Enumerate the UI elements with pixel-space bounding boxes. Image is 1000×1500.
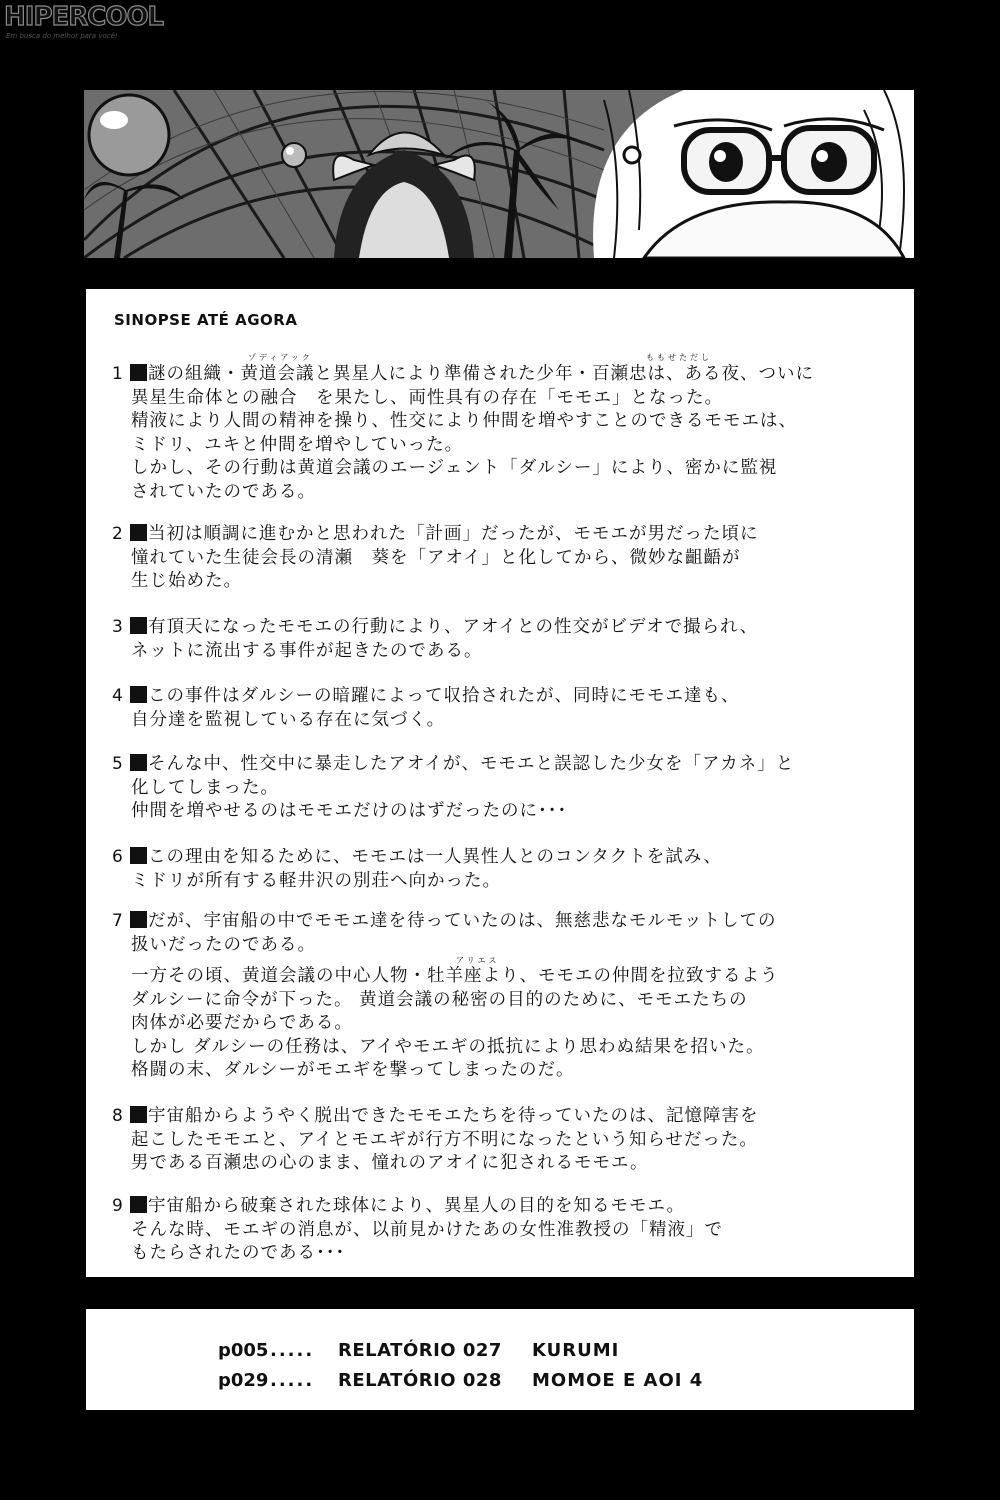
toc-leader-dots: ..... <box>270 1340 315 1361</box>
table-of-contents <box>86 1309 914 1410</box>
synopsis-title: SINOPSE ATÉ AGORA <box>114 311 298 329</box>
synopsis-line: されていたのである。 <box>131 481 316 502</box>
synopsis-line: しかし ダルシーの任務は、アイやモエギの抵抗により思わぬ結果を招いた。 <box>131 1036 765 1057</box>
synopsis-line: ネットに流出する事件が起きたのである。 <box>131 640 483 661</box>
synopsis-line: 自分達を監視している存在に気づく。 <box>131 709 446 730</box>
bullet-square-icon <box>130 686 147 703</box>
synopsis-line: 一方その頃、黄道会議の中心人物・牡羊座より、モモエの仲間を拉致するよう <box>131 966 779 986</box>
toc-leader-dots: ..... <box>270 1370 315 1391</box>
watermark-title <box>4 2 163 32</box>
watermark-title-prefix: HI <box>4 2 34 32</box>
synopsis-line: ミドリ、ユキと仲間を増やしていった。 <box>131 434 464 455</box>
synopsis-line: 当初は順調に進むかと思われた「計画」だったが、モモエが男だった頃に <box>148 524 759 544</box>
bullet-square-icon <box>130 524 147 541</box>
synopsis-line: そんな中、性交中に暴走したアオイが、モモエと誤認した少女を「アカネ」と <box>148 754 795 774</box>
synopsis-item-2: 2 当初は順調に進むかと思われた「計画」だったが、モモエが男だった頃に 憧れていた生徒会長の清瀬 葵を「アオイ」と化してから、微妙な齟齬が 生じ始めた。 <box>112 523 902 594</box>
synopsis-line: だが、宇宙船の中でモモエ達を待っていたのは、無慈悲なモルモットしての <box>148 911 777 931</box>
furigana-momose-tadashi: ももせただし <box>646 353 712 362</box>
synopsis-item-1: 1 謎の組織・黄道会議と異星人により準備された少年・百瀬忠は、ある夜、ついに 異星生命体との融合 を果たし、両性具有の存在「モモエ」となった。 精液により人間の精神を操り、性交により仲間を増やすことのできるモモエは、 ミドリ、ユキと仲間を増やしていった。 しかし、その行動は黄道会議のエージェント「ダルシー」により、密かに監視 されていたのである。 <box>112 363 902 504</box>
bullet-square-icon <box>130 1196 147 1213</box>
synopsis-line: そんな時、モエギの消息が、以前見かけたあの女性准教授の「精液」で <box>131 1219 723 1240</box>
toc-page-number: p005 <box>218 1340 269 1361</box>
synopsis-line: 謎の組織・黄道会議と異星人により準備された少年・百瀬忠は、ある夜、ついに <box>148 364 814 384</box>
synopsis-line: 格闘の末、ダルシーがモエギを撃ってしまったのだ。 <box>131 1060 575 1080</box>
synopsis-line: 肉体が必要だからである。 <box>131 1013 353 1033</box>
illustration-banner <box>84 90 914 258</box>
watermark-tagline: Em busca do melhor para você! <box>6 32 118 40</box>
synopsis-line: 宇宙船からようやく脱出できたモモエたちを待っていたのは、記憶障害を <box>148 1106 759 1126</box>
toc-entry <box>218 1370 703 1391</box>
synopsis-line: しかし、その行動は黄道会議のエージェント「ダルシー」により、密かに監視 <box>131 458 778 478</box>
watermark-title-rest: PERCOOL <box>33 2 164 32</box>
synopsis-line: 有頂天になったモモエの行動により、アオイとの性交がビデオで撮られ、 <box>148 617 759 637</box>
synopsis-line: 異星生命体との融合 を果たし、両性具有の存在「モモエ」となった。 <box>131 387 723 408</box>
synopsis-line: ミドリが所有する軽井沢の別荘へ向かった。 <box>131 870 501 891</box>
synopsis-item-4: 4 この事件はダルシーの暗躍によって収拾されたが、同時にモモエ達も、 自分達を監視している存在に気づく。 <box>112 685 902 732</box>
synopsis-item-8: 8 宇宙船からようやく脱出できたモモエたちを待っていたのは、記憶障害を 起こしたモモエと、アイとモエギが行方不明になったという知らせだった。 男である百瀬忠の心のまま、憧れのアオイに犯されるモモエ。 <box>112 1105 902 1176</box>
toc-report-label: RELATÓRIO 028 <box>338 1370 502 1391</box>
bullet-square-icon <box>130 911 147 928</box>
bullet-square-icon <box>130 364 147 381</box>
synopsis-line: 扱いだったのである。 <box>131 934 316 955</box>
bullet-square-icon <box>130 617 147 634</box>
synopsis-item-7: 7 だが、宇宙船の中でモモエ達を待っていたのは、無慈悲なモルモットしての 扱いだったのである。 一方その頃、黄道会議の中心人物・牡羊座より、モモエの仲間を拉致するよう ダルシーに命令が下った。 黄道会議の秘密の目的のために、モモエたちの 肉体が必要だからである。 しかし ダルシーの任務は、アイやモエギの抵抗により思わぬ結果を招いた。 格闘の末、ダルシーがモエギを撃ってしまったのだ。 <box>112 910 902 1083</box>
synopsis-line: 男である百瀬忠の心のまま、憧れのアオイに犯されるモモエ。 <box>131 1153 649 1173</box>
synopsis-line: 精液により人間の精神を操り、性交により仲間を増やすことのできるモモエは、 <box>131 411 797 431</box>
synopsis-item-6: 6 この理由を知るために、モモエは一人異性人とのコンタクトを試み、 ミドリが所有する軽井沢の別荘へ向かった。 <box>112 846 902 893</box>
toc-page-number: p029 <box>218 1370 269 1391</box>
synopsis-line: 生じ始めた。 <box>131 571 242 591</box>
synopsis-line: ダルシーに命令が下った。 黄道会議の秘密の目的のために、モモエたちの <box>131 989 748 1010</box>
toc-chapter-title: KURUMI <box>532 1340 620 1361</box>
watermark-logo <box>4 2 204 42</box>
synopsis-item-9: 9 宇宙船から破棄された球体により、異星人の目的を知るモモエ。 そんな時、モエギの消息が、以前見かけたあの女性准教授の「精液」で もたらされたのである･･･ <box>112 1195 902 1266</box>
synopsis-line: この理由を知るために、モモエは一人異性人とのコンタクトを試み、 <box>148 847 722 867</box>
synopsis-item-3: 3 有頂天になったモモエの行動により、アオイとの性交がビデオで撮られ、 ネットに流出する事件が起きたのである。 <box>112 616 902 663</box>
synopsis-line: 宇宙船から破棄された球体により、異星人の目的を知るモモエ。 <box>148 1196 686 1216</box>
furigana-aries: アリエス <box>456 956 500 965</box>
synopsis-line: 憧れていた生徒会長の清瀬 葵を「アオイ」と化してから、微妙な齟齬が <box>131 547 741 568</box>
bullet-square-icon <box>130 754 147 771</box>
illustration-art <box>84 90 914 258</box>
toc-report-label: RELATÓRIO 027 <box>338 1340 502 1361</box>
synopsis-line: 化してしまった。 <box>131 777 279 798</box>
bullet-square-icon <box>130 1106 147 1123</box>
synopsis-line: もたらされたのである･･･ <box>131 1243 346 1263</box>
synopsis-item-5: 5 そんな中、性交中に暴走したアオイが、モモエと誤認した少女を「アカネ」と 化してしまった。 仲間を増やせるのはモモエだけのはずだったのに･･･ <box>112 753 902 824</box>
synopsis-line: 起こしたモモエと、アイとモエギが行方不明になったという知らせだった。 <box>131 1129 758 1150</box>
toc-entry <box>218 1340 619 1361</box>
synopsis-line: 仲間を増やせるのはモモエだけのはずだったのに･･･ <box>131 801 568 821</box>
synopsis-panel <box>86 289 914 1277</box>
bullet-square-icon <box>130 847 147 864</box>
furigana-zodiac: ゾディアック <box>248 353 313 362</box>
synopsis-line: この事件はダルシーの暗躍によって収拾されたが、同時にモモエ達も、 <box>148 686 740 706</box>
toc-chapter-title: MOMOE E AOI 4 <box>532 1370 704 1391</box>
